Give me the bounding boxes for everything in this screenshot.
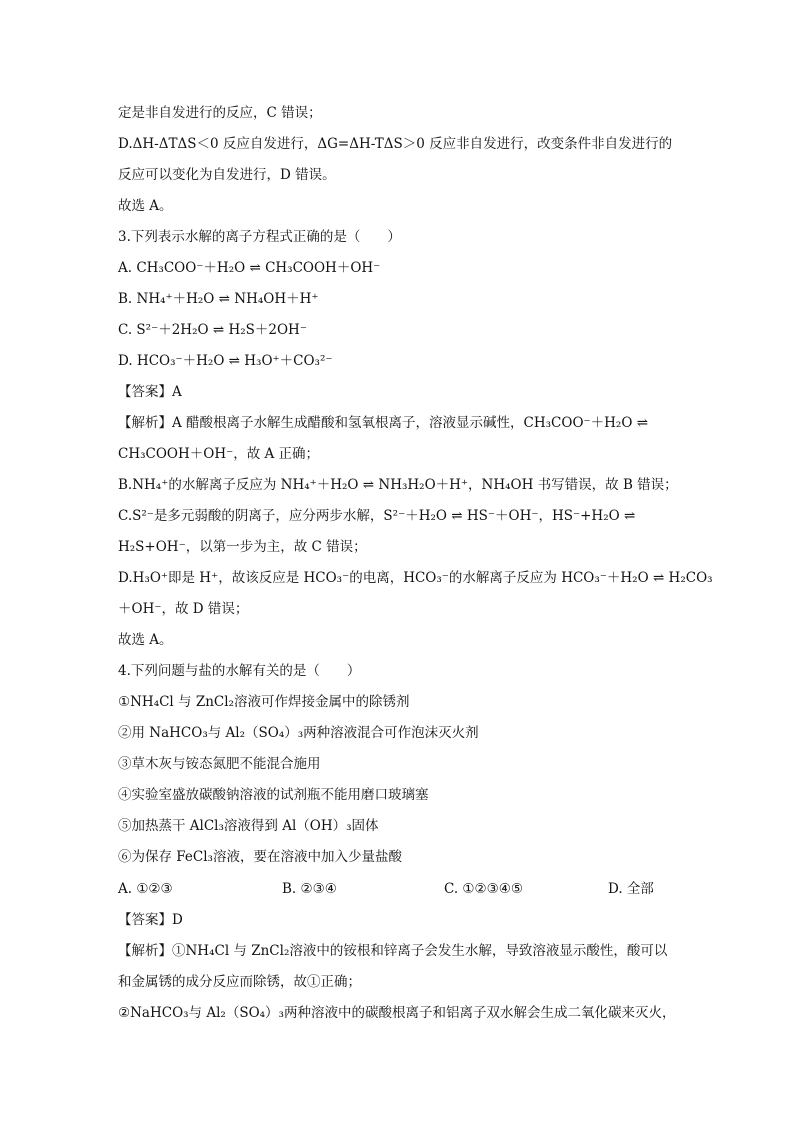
- question-4: 4.下列问题与盐的水解有关的是（ ）: [118, 663, 361, 679]
- analysis-line: CH₃COOH＋OH⁻，故 A 正确；: [118, 446, 320, 462]
- analysis-line: ②NaHCO₃与 Al₂（SO₄）₃两种溶液中的碳酸根离子和铝离子双水解会生成二氧化碳来灭火，: [118, 1005, 676, 1021]
- choice-c: C. ①②③④⑤: [444, 881, 523, 897]
- item-1: ①NH₄Cl 与 ZnCl₂溶液可作焊接金属中的除锈剂: [118, 694, 410, 710]
- text-line: 故选 A。: [118, 198, 173, 214]
- option-c: C. S²⁻＋2H₂O ⇌ H₂S＋2OH⁻: [118, 322, 307, 338]
- analysis-line: 【解析】①NH₄Cl 与 ZnCl₂溶液中的铵根和锌离子会发生水解，导致溶液显示酸性，酸可以: [118, 943, 668, 959]
- analysis-line: H₂S+OH⁻，以第一步为主，故 C 错误；: [118, 539, 367, 555]
- analysis-line: B.NH₄⁺的水解离子反应为 NH₄⁺＋H₂O ⇌ NH₃H₂O＋H⁺，NH₄OH 书写错误，故 B 错误；: [118, 477, 678, 493]
- option-d: D. HCO₃⁻＋H₂O ⇌ H₃O⁺＋CO₃²⁻: [118, 353, 333, 369]
- text-line: D.ΔH-ΔTΔS＜0 反应自发进行，ΔG=ΔH-TΔS＞0 反应非自发进行，改变条件非自发进行的: [118, 136, 673, 152]
- text-line: 故选 A。: [118, 632, 173, 648]
- text-line: 反应可以变化为自发进行，D 错误。: [118, 167, 336, 183]
- question-3: 3.下列表示水解的离子方程式正确的是（ ）: [118, 229, 401, 245]
- analysis-line: ＋OH⁻，故 D 错误；: [118, 601, 249, 617]
- option-b: B. NH₄⁺＋H₂O ⇌ NH₄OH＋H⁺: [118, 291, 319, 307]
- item-5: ⑤加热蒸干 AlCl₃溶液得到 Al（OH）₃固体: [118, 818, 379, 834]
- option-a: A. CH₃COO⁻＋H₂O ⇌ CH₃COOH＋OH⁻: [118, 260, 381, 276]
- item-4: ④实验室盛放碳酸钠溶液的试剂瓶不能用磨口玻璃塞: [118, 787, 429, 803]
- analysis-line: C.S²⁻是多元弱酸的阴离子，应分两步水解，S²⁻＋H₂O ⇌ HS⁻＋OH⁻，HS⁻+H₂O ⇌: [118, 508, 636, 524]
- answer-label: 【答案】A: [118, 384, 182, 400]
- item-2: ②用 NaHCO₃与 Al₂（SO₄）₃两种溶液混合可作泡沫灭火剂: [118, 725, 479, 741]
- choice-d: D. 全部: [608, 881, 654, 897]
- answer-label: 【答案】D: [118, 912, 183, 928]
- analysis-line: 和金属锈的成分反应而除锈，故①正确；: [118, 974, 361, 990]
- text-line: 定是非自发进行的反应，C 错误；: [118, 105, 322, 121]
- analysis-line: 【解析】A 醋酸根离子水解生成醋酸和氢氧根离子，溶液显示碱性，CH₃COO⁻＋H₂O ⇌: [118, 415, 648, 431]
- item-3: ③草木灰与铵态氮肥不能混合施用: [118, 756, 321, 772]
- choice-b: B. ②③④: [282, 881, 337, 897]
- choice-a: A. ①②③: [118, 881, 173, 897]
- analysis-line: D.H₃O⁺即是 H⁺，故该反应是 HCO₃⁻的电离，HCO₃⁻的水解离子反应为 HCO₃⁻＋H₂O ⇌ H₂CO₃: [118, 570, 713, 586]
- item-6: ⑥为保存 FeCl₃溶液，要在溶液中加入少量盐酸: [118, 849, 402, 865]
